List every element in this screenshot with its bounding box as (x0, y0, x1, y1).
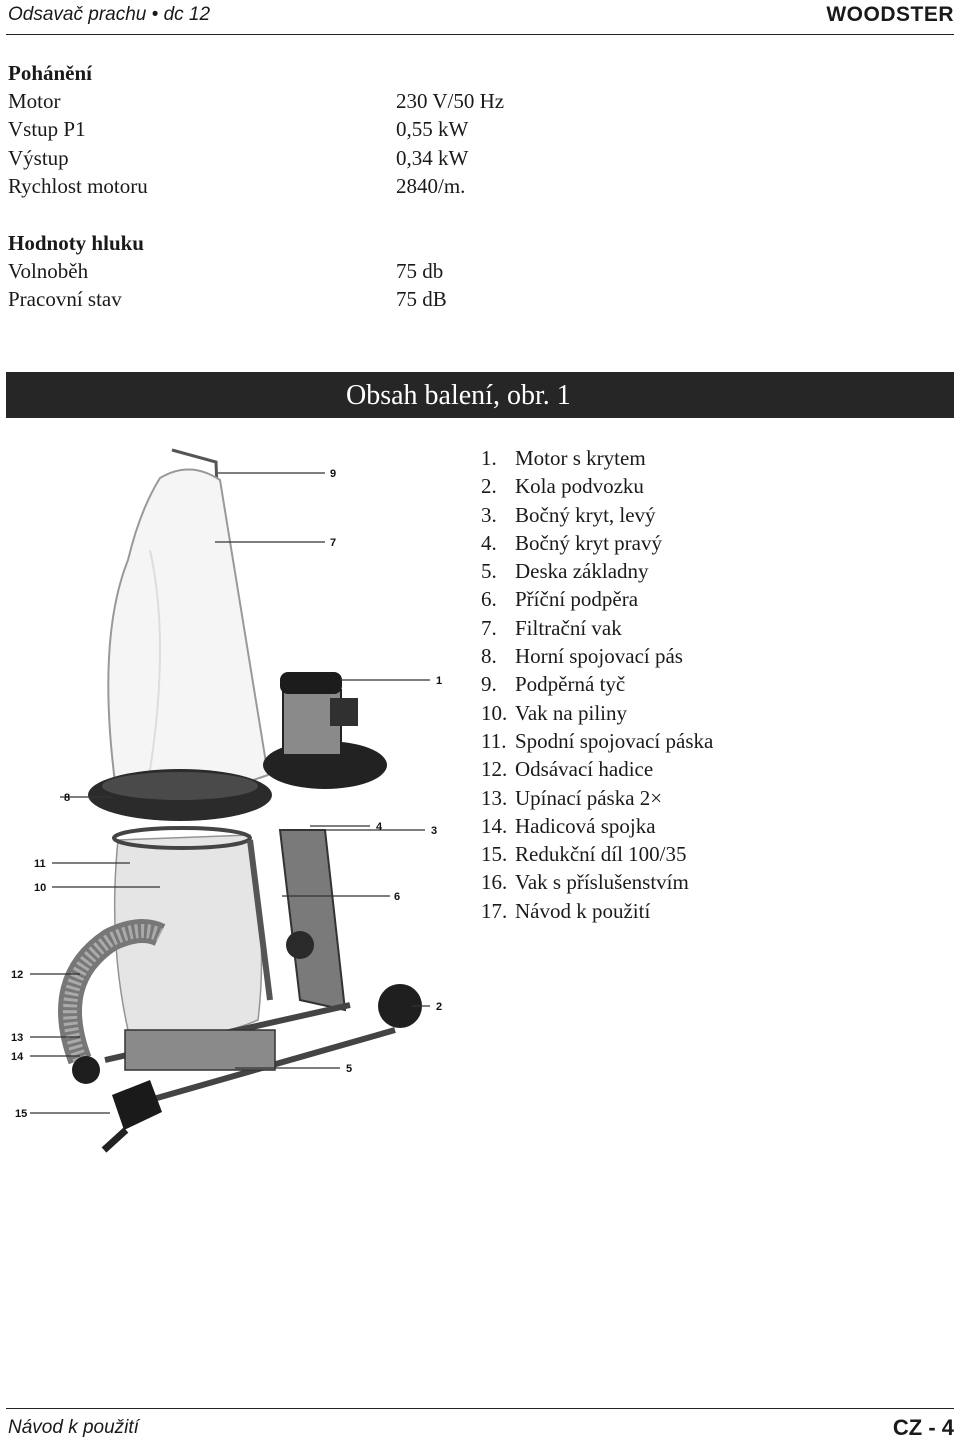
item-text: Motor s krytem (515, 446, 646, 470)
list-item (481, 727, 713, 755)
spec-value: 75 db (396, 259, 444, 284)
item-number: 8. (481, 644, 497, 669)
item-number: 13. (481, 785, 508, 810)
list-item (481, 529, 713, 557)
callout-label: 4 (376, 821, 383, 833)
item-number: 7. (481, 615, 497, 640)
spec-label: Motor (8, 89, 61, 114)
list-item (481, 501, 713, 529)
drive-heading: Pohánění (8, 61, 93, 85)
footer-label: Návod k použití (8, 1417, 139, 1438)
item-number: 6. (481, 587, 497, 612)
list-item (481, 642, 713, 670)
callout-label: 13 (11, 1032, 24, 1044)
callout-label: 7 (330, 537, 337, 549)
section-banner (6, 372, 954, 418)
spec-row (8, 285, 608, 313)
section-title: Obsah balení, obr. 1 (346, 380, 571, 411)
spec-value: 2840/m. (396, 173, 466, 198)
item-number: 12. (481, 757, 508, 782)
item-text: Podpěrná tyč (515, 672, 626, 697)
callout-label: 14 (11, 1051, 24, 1063)
item-number: 5. (481, 559, 497, 584)
page-number: CZ - 4 (892, 1415, 954, 1440)
item-number: 4. (481, 530, 497, 555)
document-title: Odsavač prachu • dc 12 (8, 4, 211, 25)
item-text: Horní spojovací pás (515, 644, 683, 669)
item-number: 3. (481, 502, 497, 527)
item-number: 10. (481, 700, 508, 725)
item-text: Bočný kryt pravý (515, 530, 662, 555)
item-number: 2. (481, 474, 497, 499)
list-item (481, 840, 713, 868)
spec-label: Výstup (8, 145, 69, 170)
callout-label: 11 (34, 858, 46, 870)
list-item (481, 670, 713, 698)
item-number: 9. (481, 672, 497, 697)
spec-row (8, 87, 608, 115)
callout-label: 10 (34, 882, 47, 894)
package-list (481, 444, 713, 925)
item-text: Odsávací hadice (515, 757, 654, 782)
callout-label: 6 (394, 891, 401, 903)
list-item (481, 614, 713, 642)
item-text: Návod k použití (515, 898, 651, 923)
item-number: 11. (481, 728, 507, 753)
item-text: Příční podpěra (515, 587, 639, 612)
list-item (481, 812, 713, 840)
list-item (481, 755, 713, 783)
item-text: Bočný kryt, levý (515, 502, 656, 527)
list-item (481, 868, 713, 896)
callout-label: 1 (436, 675, 443, 687)
list-item (481, 557, 713, 585)
item-number: 14. (481, 813, 508, 838)
list-item (481, 699, 713, 727)
spec-value: 230 V/50 Hz (396, 89, 505, 114)
spec-row (8, 115, 608, 143)
spec-value: 0,34 kW (396, 145, 469, 170)
page-footer (6, 1408, 954, 1445)
list-item (481, 472, 713, 500)
callout-label: 12 (11, 969, 24, 981)
spec-value: 75 dB (396, 287, 447, 312)
item-text: Upínací páska 2× (515, 785, 663, 810)
list-item (481, 897, 713, 925)
callout-label: 5 (346, 1063, 353, 1075)
item-text: Vak na piliny (515, 700, 627, 725)
drive-specs (8, 59, 608, 200)
spec-value: 0,55 kW (396, 117, 469, 142)
list-item (481, 784, 713, 812)
callout-label: 3 (431, 825, 438, 837)
page-header (6, 0, 954, 35)
noise-heading: Hodnoty hluku (8, 231, 144, 255)
callout-label: 15 (15, 1108, 28, 1120)
item-text: Vak s příslušenstvím (515, 870, 689, 895)
callout-label: 8 (64, 792, 71, 804)
spec-label: Volnoběh (8, 259, 89, 284)
product-figure (0, 440, 470, 1160)
item-text: Redukční díl 100/35 (515, 842, 687, 867)
item-text: Spodní spojovací páska (515, 728, 714, 753)
item-text: Filtrační vak (515, 615, 622, 640)
spec-row (8, 172, 608, 200)
item-text: Hadicová spojka (515, 813, 656, 838)
callout-label: 2 (436, 1001, 443, 1013)
item-number: 16. (481, 870, 508, 895)
item-number: 15. (481, 842, 508, 867)
spec-label: Vstup P1 (8, 117, 86, 142)
item-text: Kola podvozku (515, 474, 644, 499)
list-item (481, 585, 713, 613)
item-text: Deska základny (515, 559, 649, 584)
item-number: 17. (481, 898, 508, 923)
brand-logo: WOODSTER (826, 3, 954, 26)
noise-specs (8, 229, 608, 314)
spec-row (8, 144, 608, 172)
callout-label: 9 (330, 468, 337, 480)
list-item (481, 444, 713, 472)
spec-label: Rychlost motoru (8, 173, 148, 198)
spec-label: Pracovní stav (8, 287, 122, 312)
spec-row (8, 257, 608, 285)
item-number: 1. (481, 446, 497, 470)
